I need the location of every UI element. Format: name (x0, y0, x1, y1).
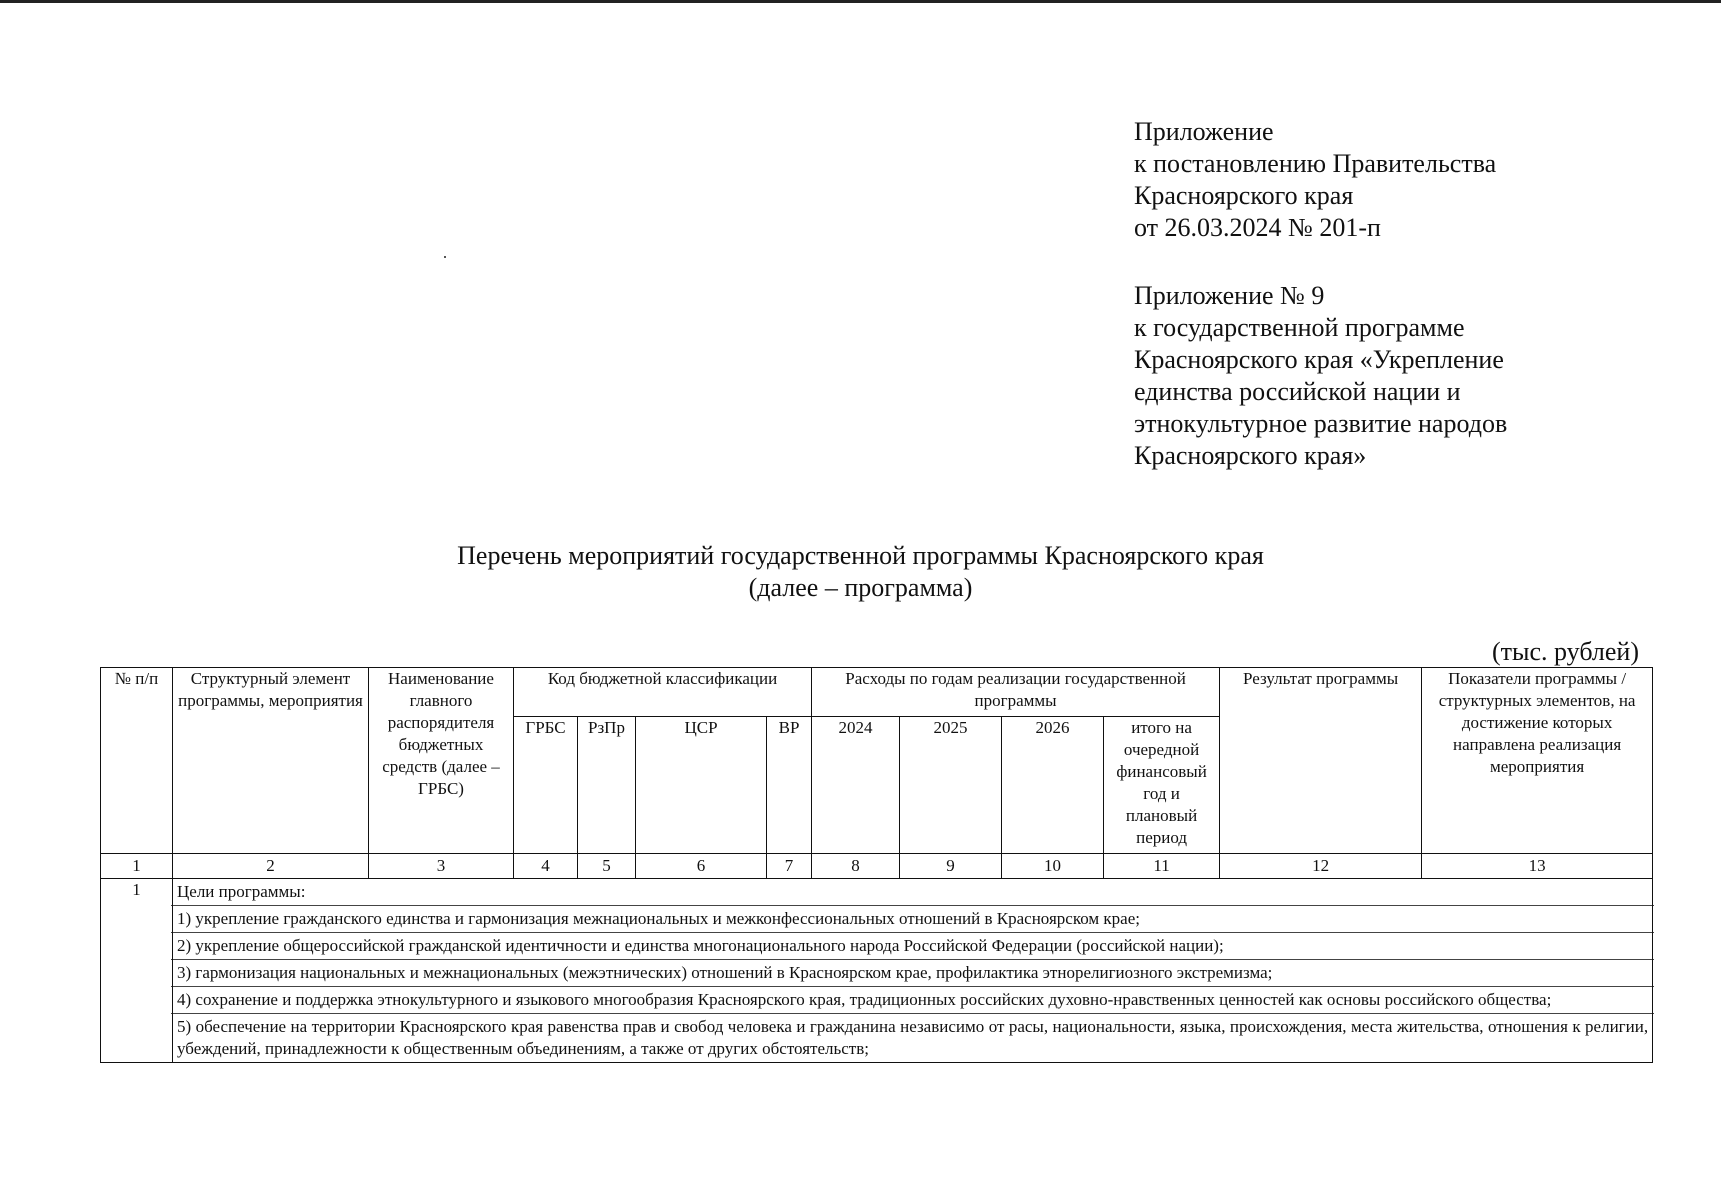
header-year-2024: 2024 (812, 717, 900, 854)
header-row-top (101, 668, 1653, 717)
column-number: 13 (1422, 854, 1653, 879)
column-number: 3 (369, 854, 514, 879)
row-number: 1 (101, 879, 173, 1063)
appendix-line: Красноярского края (1134, 181, 1354, 210)
title-line-1: Перечень мероприятий государственной программы Красноярского края (457, 541, 1264, 570)
program-goals-cell (173, 879, 1653, 1063)
appendix-program-block (1134, 280, 1507, 472)
column-number: 5 (578, 854, 636, 879)
scan-speck (444, 256, 446, 258)
header-vr: ВР (767, 717, 812, 854)
header-grbs-code: ГРБС (514, 717, 578, 854)
document-title (0, 540, 1721, 604)
goal-item: 3) гармонизация национальных и межнациональных (межэтнических) отношений в Красноярском крае, профилактика этнорелигиозного экстремизма; (171, 959, 1654, 986)
header-result: Результат программы (1220, 668, 1422, 854)
goals-heading: Цели программы: (177, 882, 306, 901)
column-number: 2 (173, 854, 369, 879)
column-number: 4 (514, 854, 578, 879)
header-budget-code-group: Код бюджетной классификации (514, 668, 812, 717)
column-number-row (101, 854, 1653, 879)
column-number: 6 (636, 854, 767, 879)
scan-top-edge (0, 0, 1721, 3)
goal-item: 4) сохранение и поддержка этнокультурного и языкового многообразия Красноярского края, традиционных российских духовно-нравственных ценностей как основы российского общества; (171, 986, 1654, 1013)
goal-item: 2) укрепление общероссийской гражданской идентичности и единства многонационального народа Российской Федерации (российской нации); (171, 932, 1654, 959)
column-number: 12 (1220, 854, 1422, 879)
header-total: итого на очередной финансовый год и плановый период (1104, 717, 1220, 854)
appendix-line: Красноярского края» (1134, 441, 1367, 470)
table-row (101, 879, 1653, 1063)
column-number: 1 (101, 854, 173, 879)
goal-item: 5) обеспечение на территории Красноярского края равенства прав и свобод человека и гражданина независимо от расы, национальности, языка, происхождения, места жительства, отношения к религии, убеждений, принадлежности к общественным объединениям, а также от других обстоятельств; (171, 1013, 1654, 1062)
header-expenses-group: Расходы по годам реализации государственной программы (812, 668, 1220, 717)
column-number: 10 (1002, 854, 1104, 879)
header-indicators: Показатели программы / структурных элементов, на достижение которых направлена реализация мероприятия (1422, 668, 1653, 854)
units-note: (тыс. рублей) (1491, 637, 1639, 666)
appendix-resolution-block (1134, 116, 1496, 244)
column-number: 11 (1104, 854, 1220, 879)
measures-table (100, 667, 1653, 1063)
header-year-2026: 2026 (1002, 717, 1104, 854)
title-line-2: (далее – программа) (748, 573, 973, 602)
appendix-line: Приложение (1134, 117, 1274, 146)
column-number: 7 (767, 854, 812, 879)
appendix-line: Приложение № 9 (1134, 281, 1325, 310)
column-number: 8 (812, 854, 900, 879)
appendix-line: этнокультурное развитие народов (1134, 409, 1508, 438)
header-rzpr: РзПр (578, 717, 636, 854)
header-grbs-name: Наименование главного распорядителя бюджетных средств (далее – ГРБС) (369, 668, 514, 854)
appendix-line: к постановлению Правительства (1134, 149, 1497, 178)
goal-item: 1) укрепление гражданского единства и гармонизация межнациональных и межконфессиональных отношений в Красноярском крае; (171, 905, 1654, 932)
header-structural-element: Структурный элемент программы, мероприятия (173, 668, 369, 854)
appendix-line: единства российской нации и (1134, 377, 1461, 406)
appendix-line: к государственной программе (1134, 313, 1465, 342)
column-number: 9 (900, 854, 1002, 879)
header-number: № п/п (101, 668, 173, 854)
header-year-2025: 2025 (900, 717, 1002, 854)
header-csr: ЦСР (636, 717, 767, 854)
appendix-line: Красноярского края «Укрепление (1134, 345, 1504, 374)
appendix-line: от 26.03.2024 № 201-п (1134, 213, 1381, 242)
